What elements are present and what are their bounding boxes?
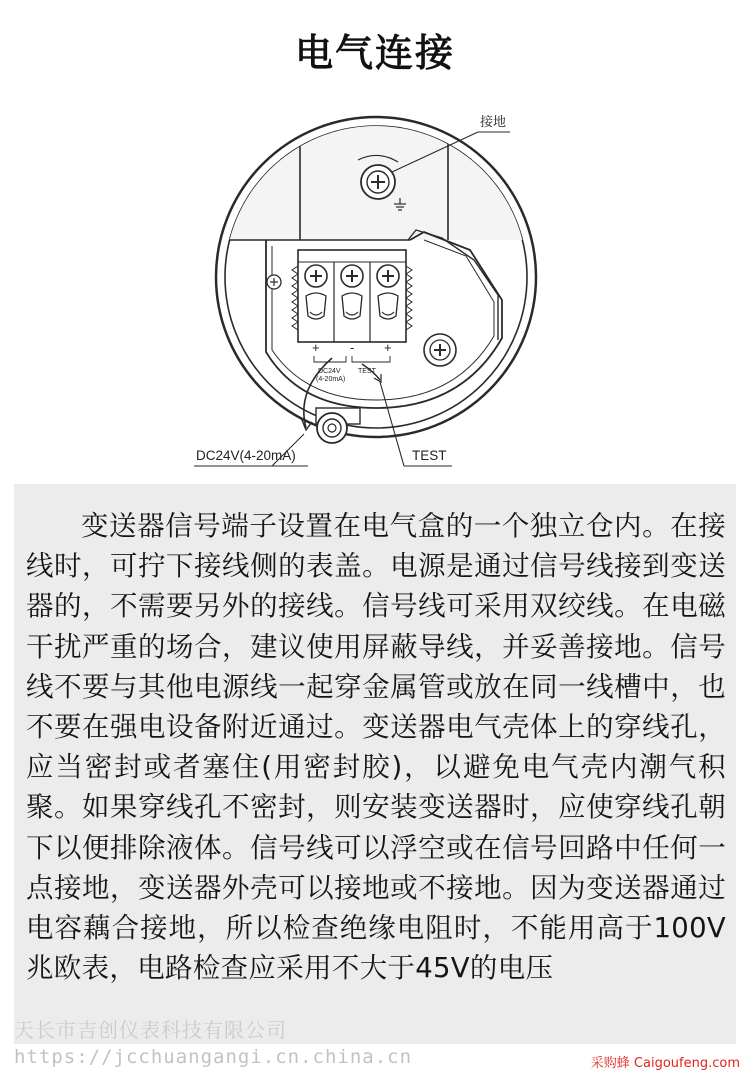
brand-caigoufeng[interactable] <box>591 1052 740 1071</box>
page-title: 电气连接 <box>294 31 455 75</box>
test-label: TEST <box>412 448 447 463</box>
brand-cn: 采购蜂 <box>590 1056 630 1071</box>
mini-dc-label-1: DC24V <box>318 368 341 375</box>
mini-test-label: TEST <box>358 368 376 375</box>
watermark-url: https://jcchuangangi.cn.china.cn <box>14 1046 413 1068</box>
mini-dc-label-2: (4-20mA) <box>316 376 346 383</box>
polarity-plus-1: + <box>312 340 320 355</box>
description-text: 变送器信号端子设置在电气盒的一个独立仓内。在接线时，可拧下接线侧的表盖。电源是通过信号线接到变送器的，不需要另外的接线。信号线可采用双绞线。在电磁干扰严重的场合，建议使用屏蔽导线，并妥善接地。信号线不要与其他电源线一起穿金属管或放在同一线槽中，也不要在强电设备附近通过。变送器电气壳体上的穿线孔，应当密封或者塞住(用密封胶)，以避免电气壳内潮气积聚。如果穿线孔不密封，则安装变送器时，应使穿线孔朝下以便排除液体。信号线可以浮空或在信号回路中任何一点接地，变送器外壳可以接地或不接地。因为变送器通过电容藕合接地，所以检查绝缘电阻时，不能用高于100V兆欧表，电路检查应采用不大于45V的电压 <box>26 510 726 985</box>
brand-en: Caigoufeng.com <box>629 1056 740 1071</box>
wiring-diagram-svg <box>0 90 750 482</box>
ground-label: 接地 <box>480 114 507 129</box>
mounting-screw-right-icon <box>424 334 456 366</box>
polarity-plus-2: + <box>384 340 392 355</box>
wiring-diagram <box>0 90 750 482</box>
dc-label: DC24V(4-20mA) <box>196 448 296 463</box>
watermark-company: 天长市吉创仪表科技有限公司 <box>14 1018 287 1042</box>
polarity-minus: - <box>350 340 355 355</box>
